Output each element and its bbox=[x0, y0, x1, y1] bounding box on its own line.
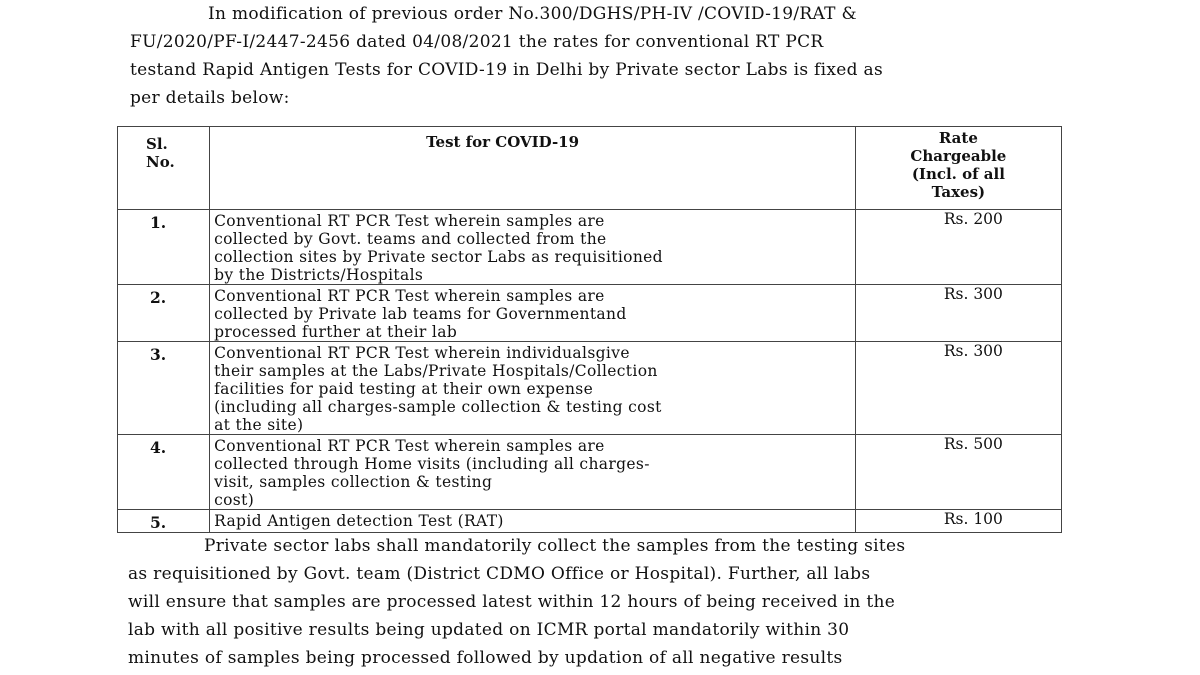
test-description-line: Rapid Antigen detection Test (RAT) bbox=[214, 512, 504, 530]
test-description-line: Conventional RT PCR Test wherein samples are bbox=[214, 287, 605, 305]
row-rate: Rs. 300 bbox=[855, 285, 1061, 342]
table-body bbox=[118, 210, 1062, 533]
intro-line-4: per details below: bbox=[130, 88, 290, 108]
closing-paragraph bbox=[128, 532, 1094, 672]
test-description-line: collection sites by Private sector Labs as requisitioned bbox=[214, 248, 663, 266]
closing-line-3: will ensure that samples are processed latest within 12 hours of being received in the bbox=[128, 592, 896, 612]
row-sl-number: 4. bbox=[118, 435, 210, 510]
closing-line-4: lab with all positive results being updated on ICMR portal mandatorily within 30 bbox=[128, 620, 850, 640]
closing-line-1: Private sector labs shall mandatorily collect the samples from the testing sites bbox=[204, 536, 906, 556]
test-description-line: visit, samples collection & testing bbox=[214, 473, 493, 491]
table-row bbox=[118, 285, 1062, 342]
row-rate: Rs. 500 bbox=[855, 435, 1061, 510]
test-description-line: Conventional RT PCR Test wherein individualsgive bbox=[214, 344, 630, 362]
table-row bbox=[118, 510, 1062, 533]
table-row bbox=[118, 435, 1062, 510]
rates-table bbox=[117, 126, 1062, 533]
test-description-line: (including all charges-sample collection & testing cost bbox=[214, 398, 662, 416]
test-description-line: collected through Home visits (including all charges- bbox=[214, 455, 650, 473]
intro-line-3: testand Rapid Antigen Tests for COVID-19 in Delhi by Private sector Labs is fixed as bbox=[130, 60, 883, 80]
closing-line-2: as requisitioned by Govt. team (District CDMO Office or Hospital). Further, all labs bbox=[128, 564, 871, 584]
row-rate: Rs. 300 bbox=[855, 342, 1061, 435]
header-rate-line-3: (Incl. of all bbox=[911, 165, 1005, 183]
test-description-line: cost) bbox=[214, 491, 255, 509]
header-sl-line-2: No. bbox=[146, 153, 175, 171]
test-description-line: facilities for paid testing at their own expense bbox=[214, 380, 594, 398]
row-sl-number: 3. bbox=[118, 342, 210, 435]
row-test-description bbox=[210, 510, 856, 533]
table-row bbox=[118, 342, 1062, 435]
header-sl-line-1: Sl. bbox=[146, 135, 168, 153]
test-description-line: by the Districts/Hospitals bbox=[214, 266, 424, 284]
row-sl-number: 5. bbox=[118, 510, 210, 533]
row-sl-number: 2. bbox=[118, 285, 210, 342]
intro-line-1: In modification of previous order No.300/DGHS/PH-IV /COVID-19/RAT & bbox=[208, 4, 857, 24]
header-sl-no bbox=[118, 127, 210, 210]
header-rate-line-4: Taxes) bbox=[931, 183, 986, 201]
row-sl-number: 1. bbox=[118, 210, 210, 285]
table-row bbox=[118, 210, 1062, 285]
row-rate: Rs. 100 bbox=[855, 510, 1061, 533]
test-description-line: collected by Govt. teams and collected from the bbox=[214, 230, 607, 248]
header-test: Test for COVID-19 bbox=[210, 127, 856, 210]
header-rate bbox=[855, 127, 1061, 210]
intro-paragraph bbox=[130, 0, 1105, 112]
intro-line-2: FU/2020/PF-I/2447-2456 dated 04/08/2021 the rates for conventional RT PCR bbox=[130, 32, 824, 52]
test-description-line: Conventional RT PCR Test wherein samples are bbox=[214, 212, 605, 230]
table-header-row bbox=[118, 127, 1062, 210]
test-description-line: their samples at the Labs/Private Hospitals/Collection bbox=[214, 362, 658, 380]
row-test-description bbox=[210, 435, 856, 510]
closing-line-5: minutes of samples being processed followed by updation of all negative results bbox=[128, 648, 843, 668]
test-description-line: processed further at their lab bbox=[214, 323, 458, 341]
row-test-description bbox=[210, 210, 856, 285]
header-rate-line-1: Rate bbox=[938, 129, 978, 147]
test-description-line: at the site) bbox=[214, 416, 304, 434]
row-test-description bbox=[210, 285, 856, 342]
test-description-line: collected by Private lab teams for Governmentand bbox=[214, 305, 627, 323]
row-test-description bbox=[210, 342, 856, 435]
header-rate-line-2: Chargeable bbox=[910, 147, 1007, 165]
row-rate: Rs. 200 bbox=[855, 210, 1061, 285]
test-description-line: Conventional RT PCR Test wherein samples are bbox=[214, 437, 605, 455]
